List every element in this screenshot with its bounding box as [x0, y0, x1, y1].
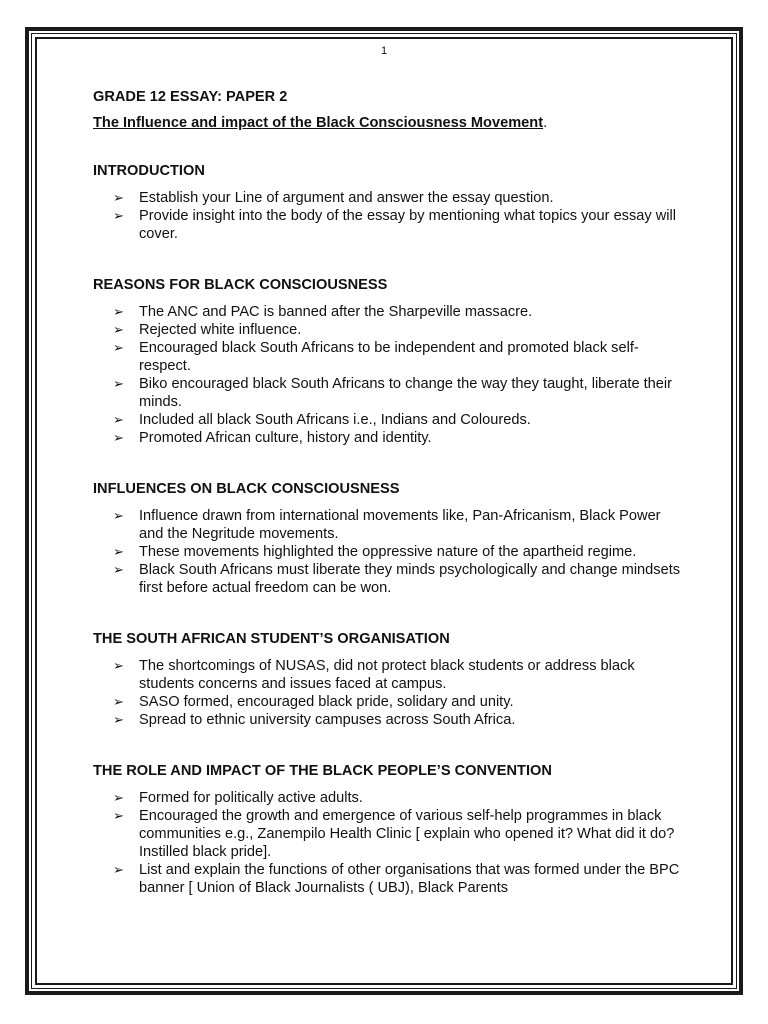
- list-item: ➢ List and explain the functions of other organisations that was formed under the BPC banner [ Union of Black Journalists ( UBJ), Black Parents: [113, 862, 680, 896]
- arrow-bullet-icon: ➢: [113, 190, 124, 205]
- heading-influences: INFLUENCES ON BLACK CONSCIOUSNESS: [93, 481, 400, 497]
- heading-saso: THE SOUTH AFRICAN STUDENT’S ORGANISATION: [93, 631, 450, 647]
- list-item: ➢ The ANC and PAC is banned after the Sharpeville massacre.: [113, 304, 533, 320]
- list-item: ➢ Spread to ethnic university campuses across South Africa.: [113, 712, 516, 728]
- list-item: ➢ Promoted African culture, history and identity.: [113, 430, 432, 446]
- arrow-bullet-icon: ➢: [113, 544, 124, 559]
- list-item: ➢ Formed for politically active adults.: [113, 790, 363, 806]
- list-introduction: [93, 189, 683, 243]
- list-item: ➢ Influence drawn from international movements like, Pan-Africanism, Black Power and the Negritude movements.: [113, 508, 661, 542]
- arrow-bullet-icon: ➢: [113, 304, 124, 319]
- list-item: ➢ Provide insight into the body of the essay by mentioning what topics your essay will cover.: [113, 208, 677, 242]
- arrow-bullet-icon: ➢: [113, 322, 124, 337]
- heading-bpc: THE ROLE AND IMPACT OF THE BLACK PEOPLE’S CONVENTION: [93, 763, 552, 779]
- list-item: ➢ Rejected white influence.: [113, 322, 302, 338]
- list-item: ➢ Encouraged black South Africans to be independent and promoted black self-respect.: [113, 340, 639, 374]
- arrow-bullet-icon: ➢: [113, 808, 124, 823]
- document-subtitle: [93, 114, 683, 132]
- arrow-bullet-icon: ➢: [113, 208, 124, 223]
- arrow-bullet-icon: ➢: [113, 658, 124, 673]
- list-item: ➢ SASO formed, encouraged black pride, solidary and unity.: [113, 694, 514, 710]
- list-item: ➢ Encouraged the growth and emergence of various self-help programmes in black communities e.g., Zanempilo Health Clinic [ explain who opened it? What did it do? Instilled black pride].: [113, 808, 675, 860]
- document-title: GRADE 12 ESSAY: PAPER 2: [93, 89, 288, 105]
- list-influences: [93, 507, 683, 597]
- arrow-bullet-icon: ➢: [113, 376, 124, 391]
- list-item: ➢ These movements highlighted the oppressive nature of the apartheid regime.: [113, 544, 637, 560]
- list-saso: [93, 657, 683, 729]
- arrow-bullet-icon: ➢: [113, 340, 124, 355]
- arrow-bullet-icon: ➢: [113, 562, 124, 577]
- arrow-bullet-icon: ➢: [113, 508, 124, 523]
- arrow-bullet-icon: ➢: [113, 712, 124, 727]
- list-item: ➢ The shortcomings of NUSAS, did not protect black students or address black students concerns and issues faced at campus.: [113, 658, 635, 692]
- document-subtitle-period: .: [543, 115, 548, 131]
- list-item: ➢ Included all black South Africans i.e., Indians and Coloureds.: [113, 412, 531, 428]
- list-item: ➢ Biko encouraged black South Africans to change the way they taught, liberate their minds.: [113, 376, 673, 410]
- arrow-bullet-icon: ➢: [113, 430, 124, 445]
- arrow-bullet-icon: ➢: [113, 790, 124, 805]
- arrow-bullet-icon: ➢: [113, 694, 124, 709]
- document-body: [93, 44, 683, 897]
- arrow-bullet-icon: ➢: [113, 862, 124, 877]
- list-item: ➢ Black South Africans must liberate they minds psychologically and change mindsets first before actual freedom can be won.: [113, 562, 681, 596]
- page-number: 1: [380, 45, 388, 57]
- heading-introduction: INTRODUCTION: [93, 163, 205, 179]
- arrow-bullet-icon: ➢: [113, 412, 124, 427]
- list-reasons: [93, 303, 683, 447]
- document-subtitle-text: The Influence and impact of the Black Consciousness Movement: [93, 115, 544, 131]
- heading-reasons: REASONS FOR BLACK CONSCIOUSNESS: [93, 277, 388, 293]
- list-bpc: [93, 789, 683, 897]
- list-item: ➢ Establish your Line of argument and answer the essay question.: [113, 190, 554, 206]
